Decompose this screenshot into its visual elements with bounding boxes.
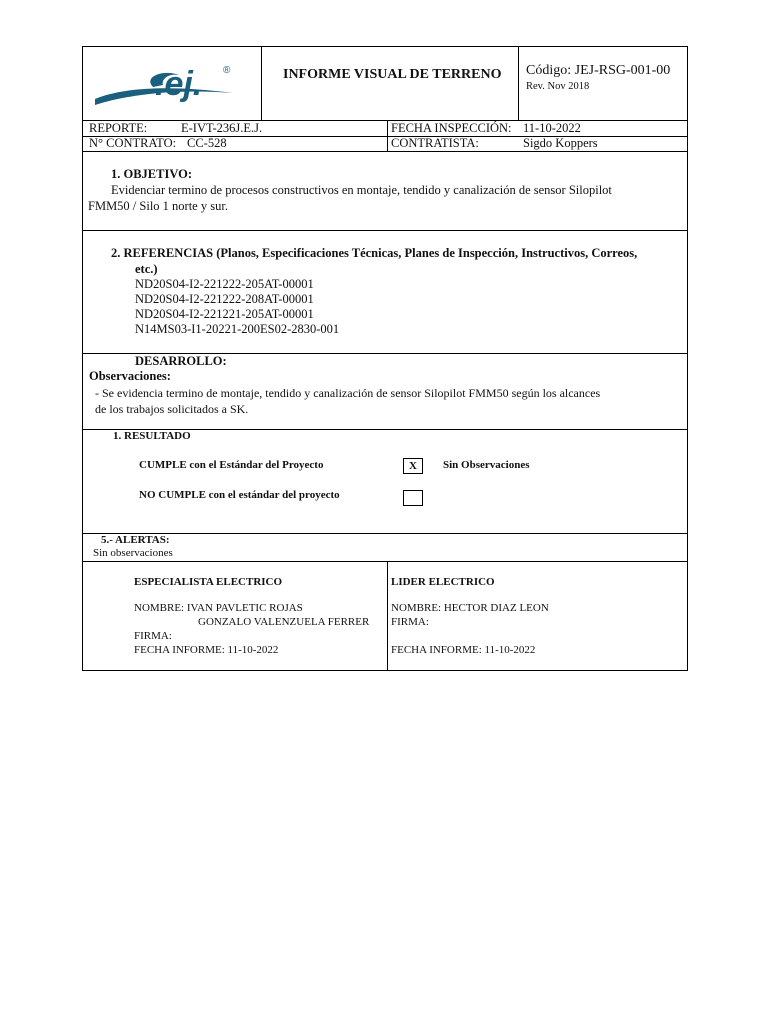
logo-cell: [83, 47, 262, 120]
firmas-divider: [387, 562, 388, 670]
desarrollo-section: [82, 353, 688, 430]
resultado-heading: 1. RESULTADO: [113, 430, 191, 442]
reporte-label: REPORTE:: [89, 121, 148, 135]
right-firma: FIRMA:: [391, 616, 429, 628]
cumple-label: CUMPLE con el Estándar del Proyecto: [139, 459, 324, 471]
document-title: INFORME VISUAL DE TERRENO: [283, 67, 502, 82]
report-info-grid: [82, 120, 688, 152]
contratista-value: Sigdo Koppers: [523, 136, 598, 150]
company-logo: [83, 47, 259, 119]
fecha-inspeccion-label: FECHA INSPECCIÓN:: [391, 121, 512, 135]
alertas-section: [82, 533, 688, 562]
right-fecha-informe: FECHA INFORME: 11-10-2022: [391, 644, 536, 656]
right-nombre: NOMBRE: HECTOR DIAZ LEON: [391, 602, 549, 614]
document-header: [82, 46, 688, 121]
contrato-label: N° CONTRATO:: [89, 136, 177, 150]
contrato-value: CC-528: [187, 136, 227, 150]
no-cumple-label: NO CUMPLE con el estándar del proyecto: [139, 489, 340, 501]
objetivo-text-line2: FMM50 / Silo 1 norte y sur.: [88, 199, 228, 213]
title-cell: [261, 47, 519, 120]
firmas-section: [82, 561, 688, 671]
fecha-inspeccion-value: 11-10-2022: [523, 121, 581, 135]
observaciones-heading: Observaciones:: [89, 369, 171, 383]
reference-item: ND20S04-I2-221222-208AT-00001: [135, 292, 314, 306]
left-nombre: NOMBRE: IVAN PAVLETIC ROJAS: [134, 602, 303, 614]
referencias-section: [82, 230, 688, 354]
referencias-heading: 2. REFERENCIAS (Planos, Especificaciones Técnicas, Planes de Inspección, Instructivos, Correos,: [111, 246, 638, 260]
sin-observaciones-label: Sin Observaciones: [443, 459, 530, 471]
logo-text: .ej.: [155, 65, 203, 103]
desarrollo-heading: DESARROLLO:: [135, 354, 227, 368]
reference-item: ND20S04-I2-221221-205AT-00001: [135, 307, 314, 321]
left-role: ESPECIALISTA ELECTRICO: [134, 576, 283, 588]
objetivo-section: [82, 151, 688, 231]
alertas-text: Sin observaciones: [93, 547, 173, 559]
document-code: Código: JEJ-RSG-001-00: [526, 63, 671, 78]
resultado-section: [82, 429, 688, 534]
left-firma: FIRMA:: [134, 630, 172, 642]
left-nombre-2: GONZALO VALENZUELA FERRER: [198, 616, 370, 628]
referencias-heading-cont: etc.): [135, 262, 158, 276]
desarrollo-text-line1: - Se evidencia termino de montaje, tendido y canalización de sensor Silopilot FMM50 según los alcances: [95, 386, 601, 400]
alertas-heading: 5.- ALERTAS:: [101, 534, 170, 546]
registered-mark: ®: [223, 65, 231, 76]
reporte-value: E-IVT-236J.E.J.: [181, 121, 263, 135]
contratista-label: CONTRATISTA:: [391, 136, 479, 150]
left-fecha-informe: FECHA INFORME: 11-10-2022: [134, 644, 279, 656]
objetivo-text-line1: Evidenciar termino de procesos constructivos en montaje, tendido y canalización de sensor Silopilot: [111, 183, 612, 197]
document-revision: Rev. Nov 2018: [526, 81, 590, 92]
objetivo-heading: 1. OBJETIVO:: [111, 167, 193, 181]
right-role: LIDER ELECTRICO: [391, 576, 495, 588]
no-cumple-checkbox[interactable]: [403, 490, 423, 506]
reference-item: N14MS03-I1-20221-200ES02-2830-001: [135, 322, 340, 336]
code-cell: [518, 47, 687, 120]
reference-item: ND20S04-I2-221222-205AT-00001: [135, 277, 314, 291]
cumple-checkbox[interactable]: X: [403, 458, 423, 474]
desarrollo-text-line2: de los trabajos solicitados a SK.: [95, 402, 249, 416]
